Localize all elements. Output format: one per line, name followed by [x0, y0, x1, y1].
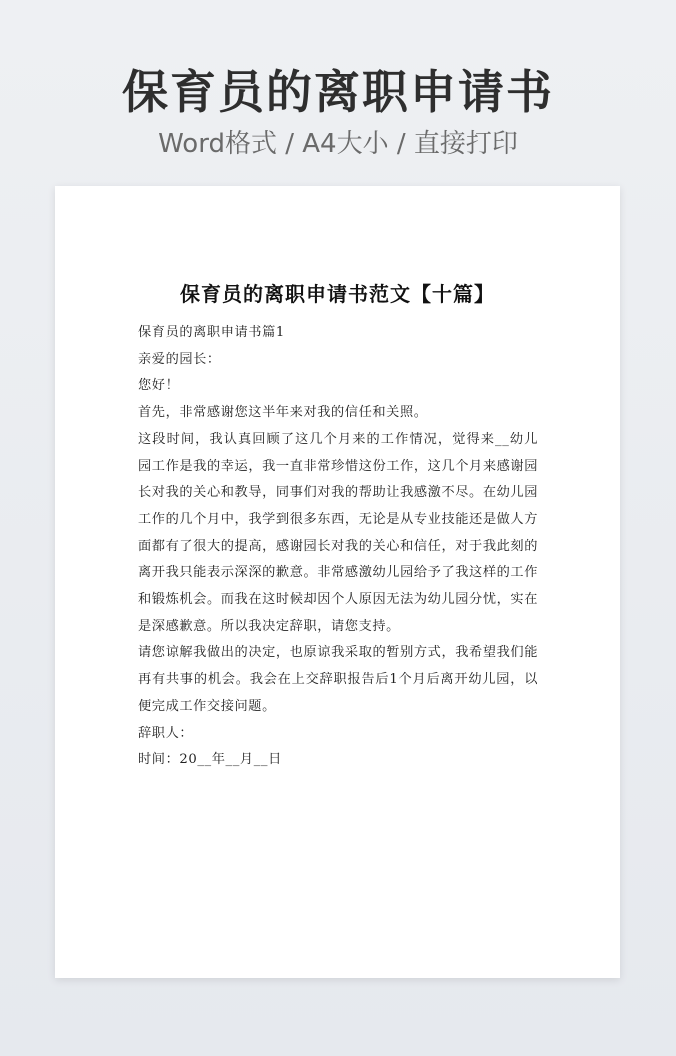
- page-title: 保育员的离职申请书: [122, 65, 554, 119]
- greeting: 您好！: [138, 378, 180, 394]
- signature-line: 辞职人：: [138, 725, 194, 741]
- body-paragraph: 请您谅解我做出的决定，也原谅我采取的暂别方式，我希望我们能再有共事的机会。我会在上交辞职报告后1个月后离开幼儿园，以便完成工作交接问题。: [138, 645, 538, 714]
- document-title: 保育员的离职申请书范文【十篇】: [180, 282, 495, 306]
- salutation: 亲爱的园长：: [138, 351, 221, 367]
- date-line: 时间：20__年__月__日: [138, 752, 282, 768]
- section-heading: 保育员的离职申请书篇1: [138, 325, 285, 340]
- page-header: [0, 60, 676, 162]
- document-body: [138, 320, 538, 774]
- document-page: [55, 186, 620, 978]
- body-paragraph: 首先，非常感谢您这半年来对我的信任和关照。: [138, 405, 428, 421]
- body-paragraph: 这段时间，我认真回顾了这几个月来的工作情况，觉得来__幼儿园工作是我的幸运，我一直非常珍惜这份工作，这几个月来感谢园长对我的关心和教导，同事们对我的帮助让我感激不尽。在幼儿园工作的几个月中，我学到很多东西，无论是从专业技能还是做人方面都有了很大的提高，感谢园长对我的关心和信任，对于我此刻的离开我只能表示深深的歉意。非常感激幼儿园给予了我这样的工作和锻炼机会。而我在这时候却因个人原因无法为幼儿园分忧，实在是深感歉意。所以我决定辞职，请您支持。: [138, 431, 538, 634]
- page-subtitle: Word格式 / A4大小 / 直接打印: [158, 129, 518, 159]
